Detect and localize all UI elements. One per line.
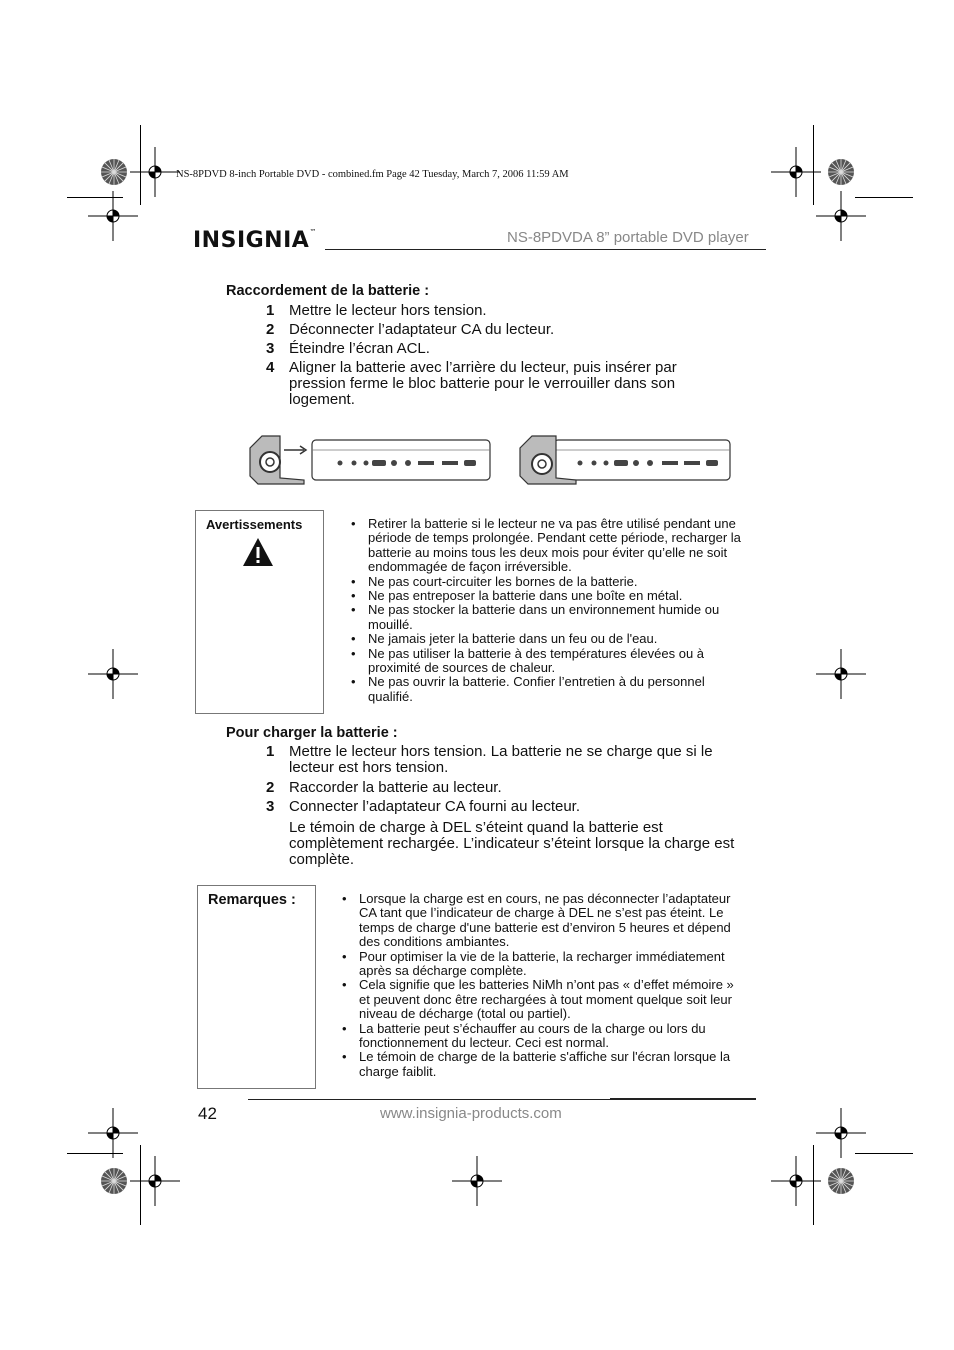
remarks-label: Remarques : <box>208 892 296 908</box>
battery-insertion-illustration <box>244 428 494 486</box>
step-number: 2 <box>266 321 275 338</box>
step-text: Raccorder la batterie au lecteur. <box>289 779 502 796</box>
remarks-list <box>359 892 747 1079</box>
starburst-target-icon <box>100 158 128 186</box>
list-item: • Pour optimiser la vie de la batterie, la recharger immédiatement après sa décharge complète. <box>359 950 747 979</box>
registration-mark-icon <box>130 147 180 197</box>
list-item: • Le témoin de charge de la batterie s'affiche sur l'écran lorsque la charge faiblit. <box>359 1050 747 1079</box>
registration-mark-icon <box>452 1156 502 1206</box>
remarks-label-box <box>197 885 316 1089</box>
starburst-target-icon <box>100 1167 128 1195</box>
warnings-label: Avertissements <box>206 517 303 532</box>
step-text: Mettre le lecteur hors tension. <box>289 302 487 319</box>
step-text: Éteindre l’écran ACL. <box>289 340 430 357</box>
registration-mark-icon <box>771 147 821 197</box>
header-title: NS-8PDVDA 8” portable DVD player <box>507 229 749 246</box>
page-number: 42 <box>198 1104 217 1123</box>
registration-mark-icon <box>816 649 866 699</box>
registration-mark-icon <box>816 1108 866 1158</box>
starburst-target-icon <box>827 1167 855 1195</box>
print-header: NS-8PDVD 8-inch Portable DVD - combined.fm Page 42 Tuesday, March 7, 2006 11:59 AM <box>176 169 569 180</box>
section-heading-connect-battery: Raccordement de la batterie : <box>226 283 430 299</box>
starburst-target-icon <box>827 158 855 186</box>
warnings-list <box>368 517 746 704</box>
battery-attached-illustration <box>514 428 734 486</box>
list-item: • Ne pas utiliser la batterie à des températures élevées ou à proximité de sources de chaleur. <box>368 647 746 676</box>
insignia-logo <box>193 228 317 253</box>
step-text: Déconnecter l’adaptateur CA du lecteur. <box>289 321 555 338</box>
list-item: • Lorsque la charge est en cours, ne pas déconnecter l’adaptateur CA tant que l’indicateur de charge à DEL ne s’est pas éteint. Le temps de charge d'une batterie est d’environ 5 heures et dépend des conditions ambiantes. <box>359 892 747 950</box>
step-number: 1 <box>266 302 275 319</box>
registration-mark-icon <box>88 191 138 241</box>
list-item: • La batterie peut s’échauffer au cours de la charge ou lors du fonctionnement du lecteur. Ceci est normal. <box>359 1022 747 1051</box>
step-text: Aligner la batterie avec l’arrière du lecteur, puis insérer par pression ferme le bloc batterie pour le verrouiller dans son logement. <box>289 359 677 408</box>
list-item: • Ne pas court-circuiter les bornes de la batterie. <box>368 575 746 589</box>
list-item: • Ne pas ouvrir la batterie. Confier l’entretien à du personnel qualifié. <box>368 675 746 704</box>
warnings-label-box <box>195 510 324 714</box>
list-item: • Ne pas stocker la batterie dans un environnement humide ou mouillé. <box>368 603 746 632</box>
step-number: 1 <box>266 743 275 760</box>
step-number: 4 <box>266 359 275 376</box>
list-item: • Ne pas entreposer la batterie dans une boîte en métal. <box>368 589 746 603</box>
section-heading-charge-battery: Pour charger la batterie : <box>226 725 398 741</box>
step-text: Mettre le lecteur hors tension. La batterie ne se charge que si le lecteur est hors tension. <box>289 743 713 776</box>
list-item: • Ne jamais jeter la batterie dans un feu ou de l'eau. <box>368 632 746 646</box>
footer-url: www.insignia-products.com <box>380 1105 562 1122</box>
registration-mark-icon <box>88 1108 138 1158</box>
registration-mark-icon <box>88 649 138 699</box>
step-number: 2 <box>266 779 275 796</box>
registration-mark-icon <box>130 1156 180 1206</box>
warning-triangle-icon <box>242 537 274 567</box>
logo-text: INSIGNIA <box>193 228 310 253</box>
charge-note: Le témoin de charge à DEL s’éteint quand la batterie est complètement rechargée. L’indicateur s’éteint lorsque la charge est complète. <box>289 819 735 868</box>
header-rule <box>325 249 766 250</box>
footer-rule-thick <box>610 1098 756 1100</box>
step-text: Connecter l’adaptateur CA fourni au lecteur. <box>289 798 581 815</box>
list-item: • Retirer la batterie si le lecteur ne va pas être utilisé pendant une période de temps prolongée. Pendant cette période, recharger la batterie au moins tous les deux mois pour éviter qu’elle ne soit endommagée de façon irréversible. <box>368 517 746 575</box>
step-number: 3 <box>266 340 275 357</box>
list-item: • Cela signifie que les batteries NiMh n’ont pas « d’effet mémoire » et peuvent donc être rechargées à tout moment quelque soit leur niveau de décharge (total ou partiel). <box>359 978 747 1021</box>
step-number: 3 <box>266 798 275 815</box>
registration-mark-icon <box>771 1156 821 1206</box>
registration-mark-icon <box>816 191 866 241</box>
trademark-symbol: ™ <box>309 228 317 236</box>
